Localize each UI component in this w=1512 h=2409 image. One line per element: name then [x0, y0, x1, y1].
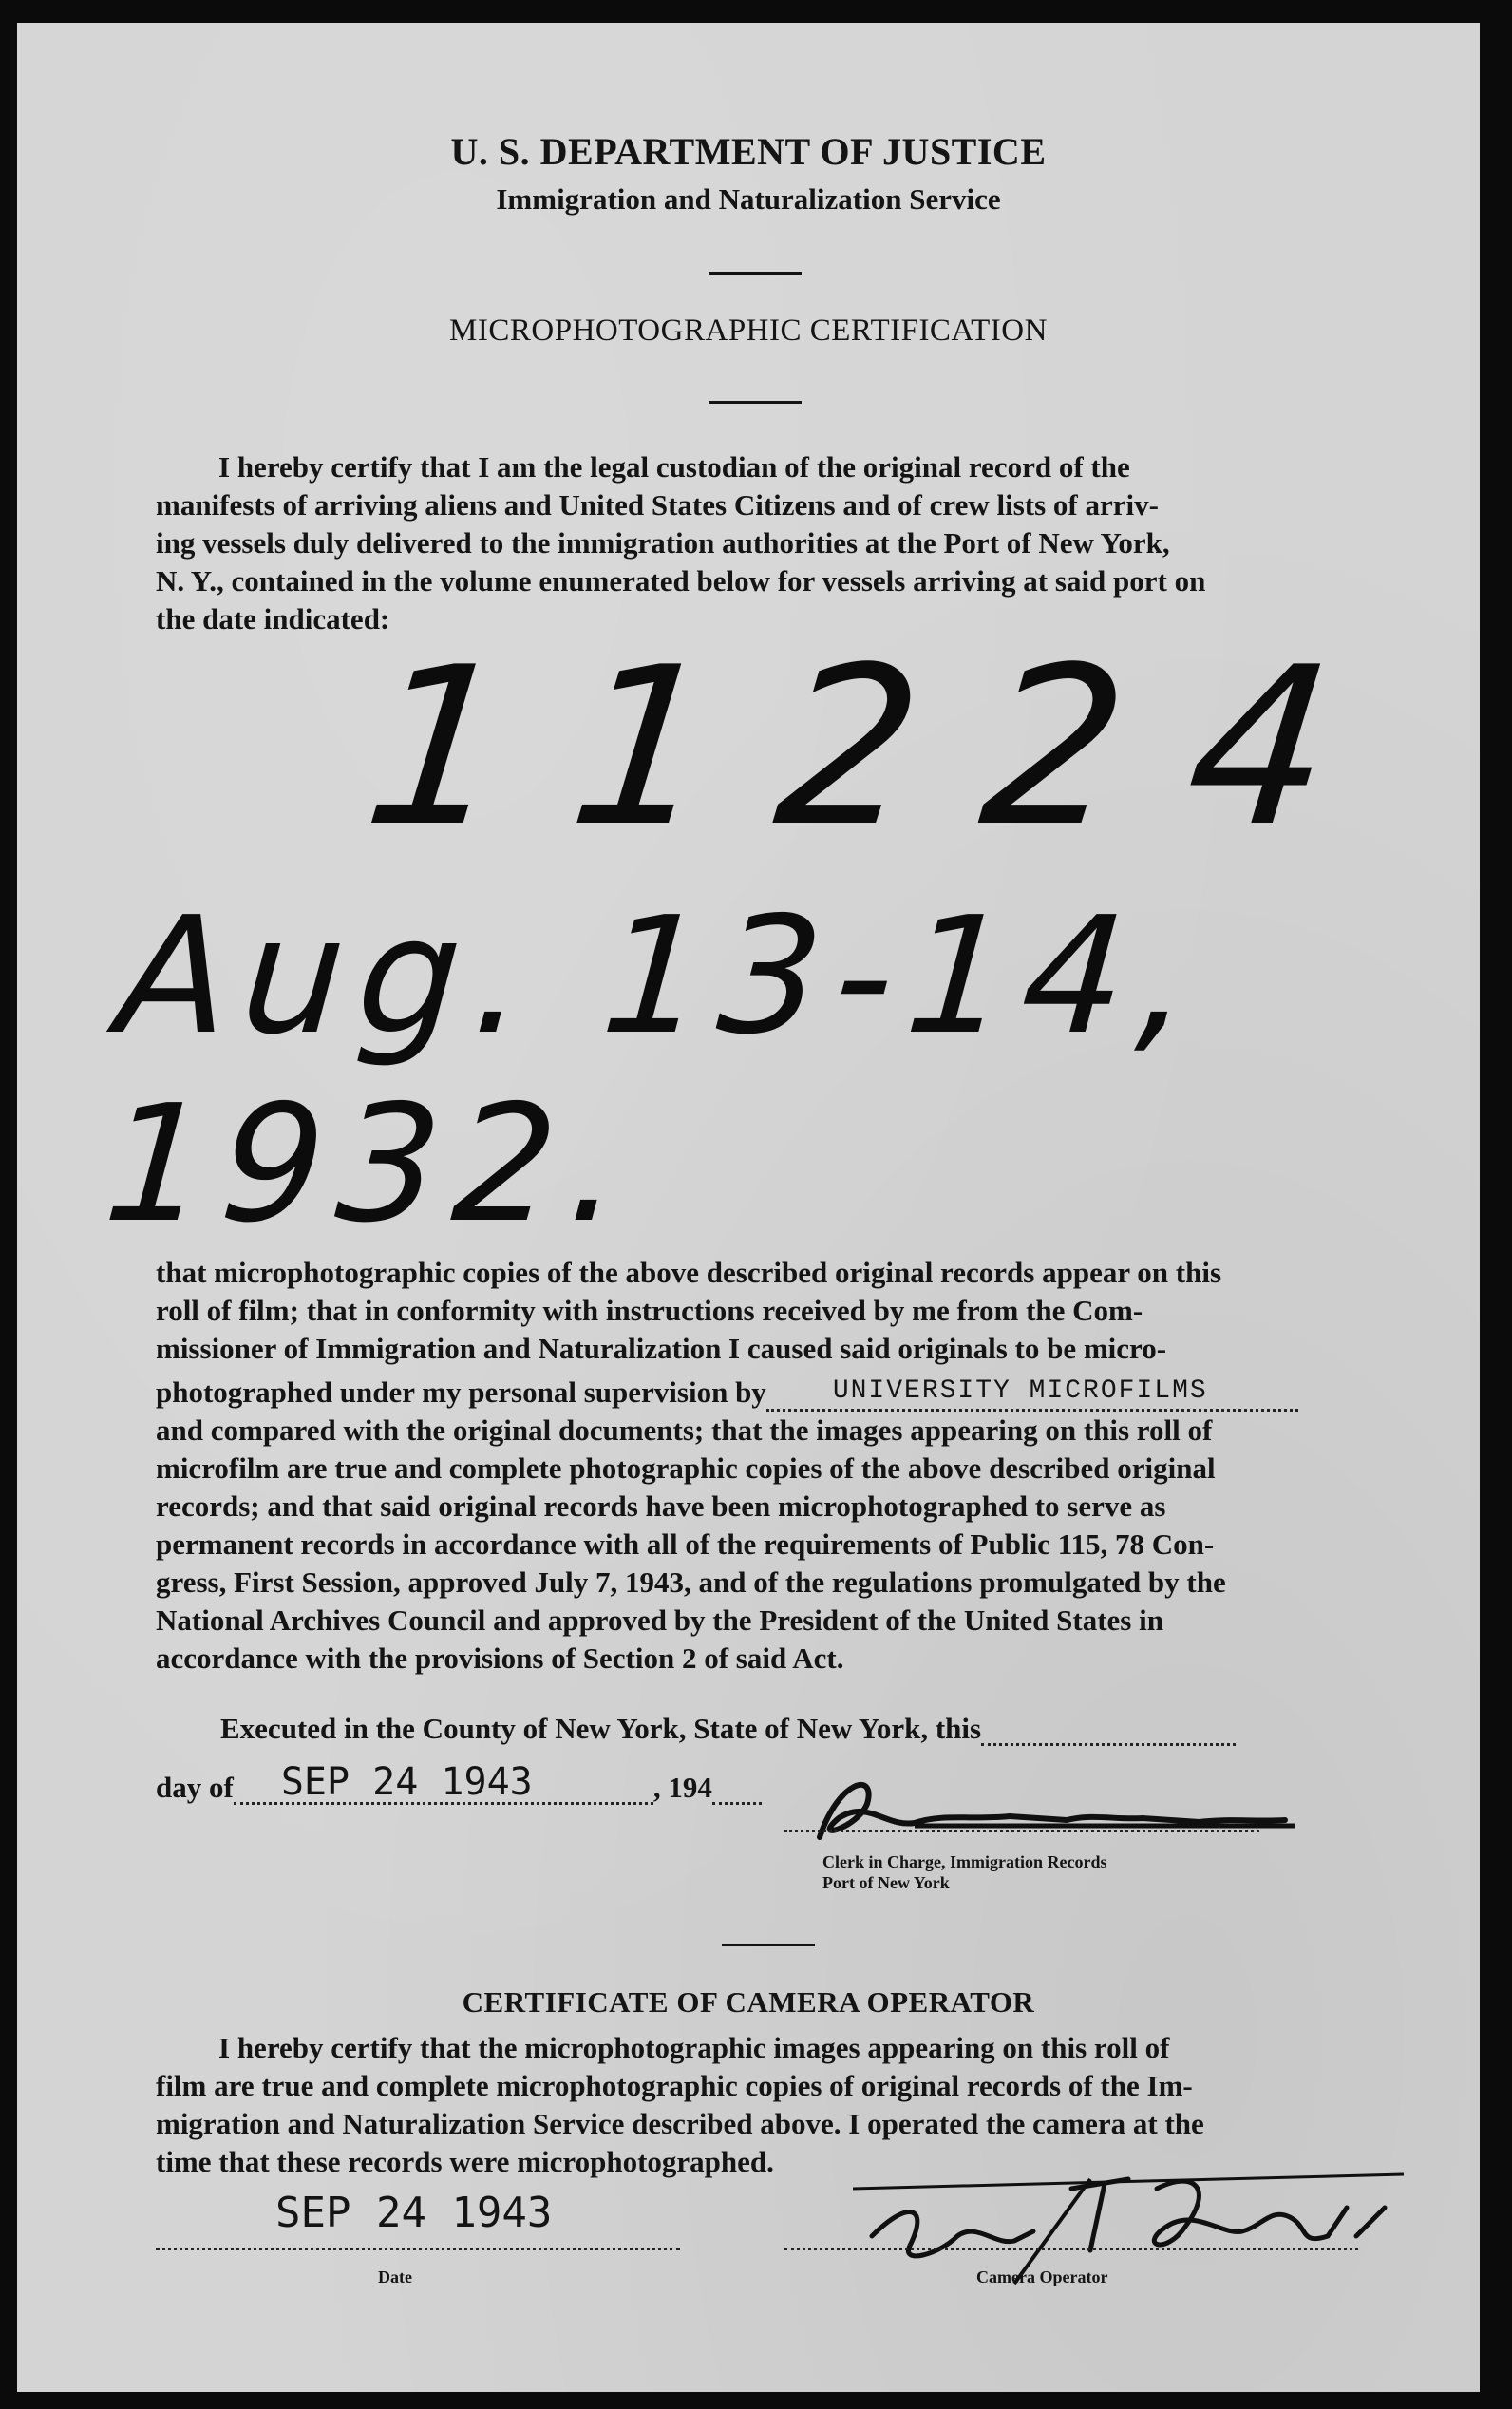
body-line: missioner of Immigration and Naturalization I caused said originals to be micro- — [156, 1332, 1167, 1365]
body-line: records; and that said original records have been microphotographed to serve as — [156, 1489, 1166, 1523]
year-field — [712, 1777, 762, 1805]
body-line: accordance with the provisions of Section 2 of said Act. — [156, 1641, 844, 1675]
divider-rule — [722, 1944, 815, 1946]
handwritten-volume-number: 11224 — [354, 621, 1409, 875]
supervisor-field — [766, 1376, 1298, 1412]
execution-line — [220, 1712, 1236, 1746]
operator-signature-line — [784, 2246, 1358, 2250]
supervision-label: photographed under my personal supervision by — [156, 1375, 766, 1409]
intro-paragraph — [156, 448, 1370, 638]
certification-title: MICROPHOTOGRAPHIC CERTIFICATION — [449, 313, 1048, 348]
camera-line: migration and Naturalization Service described above. I operated the camera at the — [156, 2107, 1204, 2140]
day-of-line — [156, 1760, 762, 1805]
body-paragraph — [156, 1254, 1370, 1678]
execution-day-field — [981, 1718, 1236, 1746]
intro-line: N. Y., contained in the volume enumerated below for vessels arriving at said port on — [156, 564, 1206, 598]
camera-certificate-title: CERTIFICATE OF CAMERA OPERATOR — [462, 1985, 1035, 2019]
body-line: and compared with the original documents; that the images appearing on this roll of — [156, 1413, 1213, 1447]
body-line: roll of film; that in conformity with instructions received by me from the Com- — [156, 1294, 1143, 1327]
clerk-port-label: Port of New York — [822, 1873, 950, 1892]
intro-line: the date indicated: — [156, 602, 390, 635]
department-heading: U. S. DEPARTMENT OF JUSTICE — [450, 130, 1047, 173]
camera-operator-signature — [853, 2151, 1442, 2350]
certificate-page — [17, 23, 1480, 2392]
body-line: gress, First Session, approved July 7, 1943, and of the regulations promulgated by the — [156, 1565, 1226, 1599]
execution-text: Executed in the County of New York, State of New York, this — [220, 1712, 982, 1745]
clerk-role-label: Clerk in Charge, Immigration Records — [822, 1852, 1107, 1871]
body-line: that microphotographic copies of the above described original records appear on this — [156, 1256, 1222, 1289]
camera-date-stamp: SEP 24 1943 — [275, 2189, 553, 2237]
intro-line: I hereby certify that I am the legal custodian of the original record of the — [218, 450, 1130, 484]
execution-date-stamp: SEP 24 1943 — [280, 1760, 533, 1804]
clerk-signature-line — [784, 1828, 1259, 1832]
camera-line: film are true and complete microphotographic copies of original records of the Im- — [156, 2069, 1193, 2102]
handwritten-date-range: Aug. 13-14, 1932. — [99, 882, 1210, 1259]
day-of-label: day of — [156, 1771, 234, 1804]
divider-rule — [709, 401, 802, 404]
date-signature-line — [156, 2246, 680, 2250]
day-of-field — [234, 1760, 653, 1805]
year-prefix: , 194 — [652, 1771, 712, 1804]
camera-line: I hereby certify that the microphotographic images appearing on this roll of — [218, 2031, 1170, 2064]
camera-line: time that these records were microphotographed. — [156, 2145, 774, 2178]
date-label: Date — [378, 2267, 412, 2286]
supervision-line — [156, 1374, 1370, 1412]
supervisor-typed-name: UNIVERSITY MICROFILMS — [832, 1376, 1208, 1406]
body-line: microfilm are true and complete photographic copies of the above described original — [156, 1451, 1216, 1485]
camera-operator-label: Camera Operator — [976, 2267, 1108, 2286]
service-subheading: Immigration and Naturalization Service — [496, 182, 1001, 216]
body-line: National Archives Council and approved by the President of the United States in — [156, 1603, 1163, 1637]
intro-line: ing vessels duly delivered to the immigration authorities at the Port of New York, — [156, 526, 1170, 560]
intro-line: manifests of arriving aliens and United States Citizens and of crew lists of arriv- — [156, 488, 1159, 522]
body-line: permanent records in accordance with all of the requirements of Public 115, 78 Con- — [156, 1527, 1215, 1561]
divider-rule — [709, 272, 802, 275]
